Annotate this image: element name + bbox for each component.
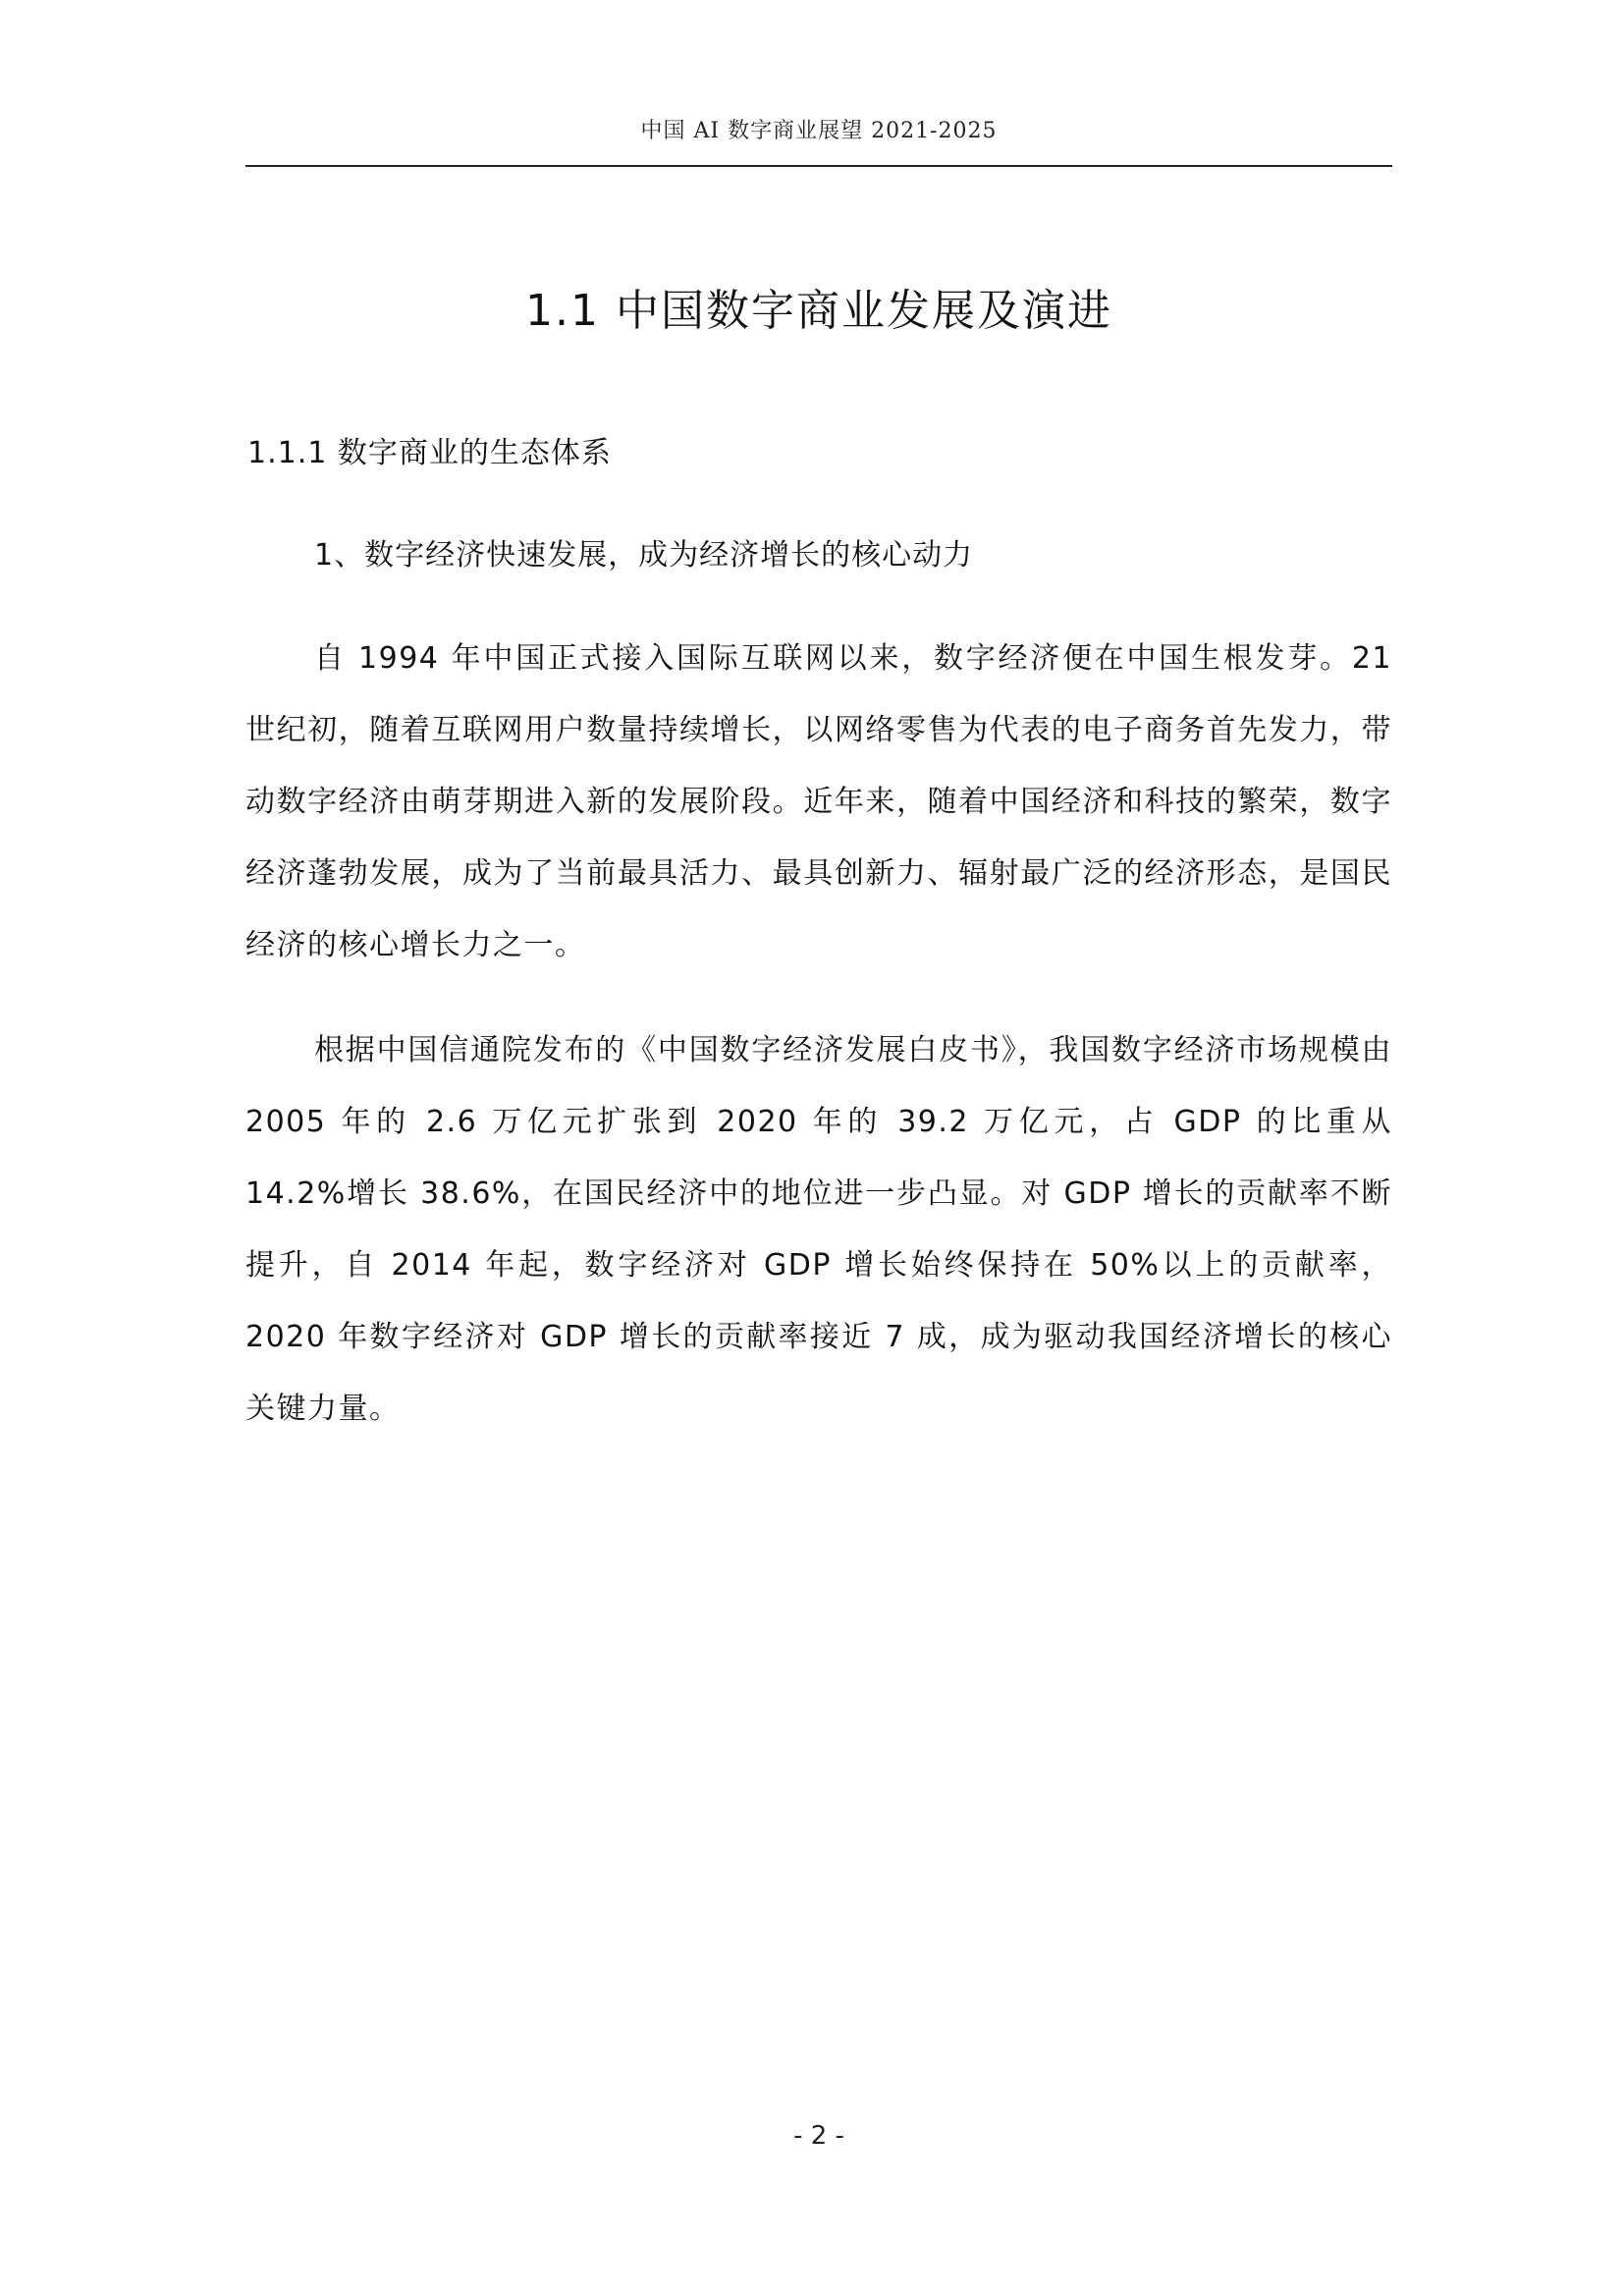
header-divider: [245, 165, 1392, 167]
body-paragraph-2: 根据中国信通院发布的《中国数字经济发展白皮书》，我国数字经济市场规模由 2005 年的 2.6 万亿元扩张到 2020 年的 39.2 万亿元，占 GDP 的比重从 14.2%增长 38.6%，在国民经济中的地位进一步凸显。对 GDP 增长的贡献率不断提升，自 2014 年起，数字经济对 GDP 增长始终保持在 50%以上的贡献率，2020 年数字经济对 GDP 增长的贡献率接近 7 成，成为驱动我国经济增长的核心关键力量。: [245, 1033, 1392, 1426]
page-number: - 2 -: [793, 2121, 844, 2151]
section-title: 1.1 中国数字商业发展及演进: [525, 286, 1112, 336]
running-header: 中国 AI 数字商业展望 2021-2025: [640, 119, 998, 143]
subsection-title: 1.1.1 数字商业的生态体系: [247, 436, 612, 470]
point-heading: 1、数字经济快速发展，成为经济增长的核心动力: [314, 538, 974, 573]
body-paragraph-1: 自 1994 年中国正式接入国际互联网以来，数字经济便在中国生根发芽。21 世纪初，随着互联网用户数量持续增长，以网络零售为代表的电子商务首先发力，带动数字经济由萌芽期进入新的发展阶段。近年来，随着中国经济和科技的繁荣，数字经济蓬勃发展，成为了当前最具活力、最具创新力、辐射最广泛的经济形态，是国民经济的核心增长力之一。: [245, 641, 1392, 962]
